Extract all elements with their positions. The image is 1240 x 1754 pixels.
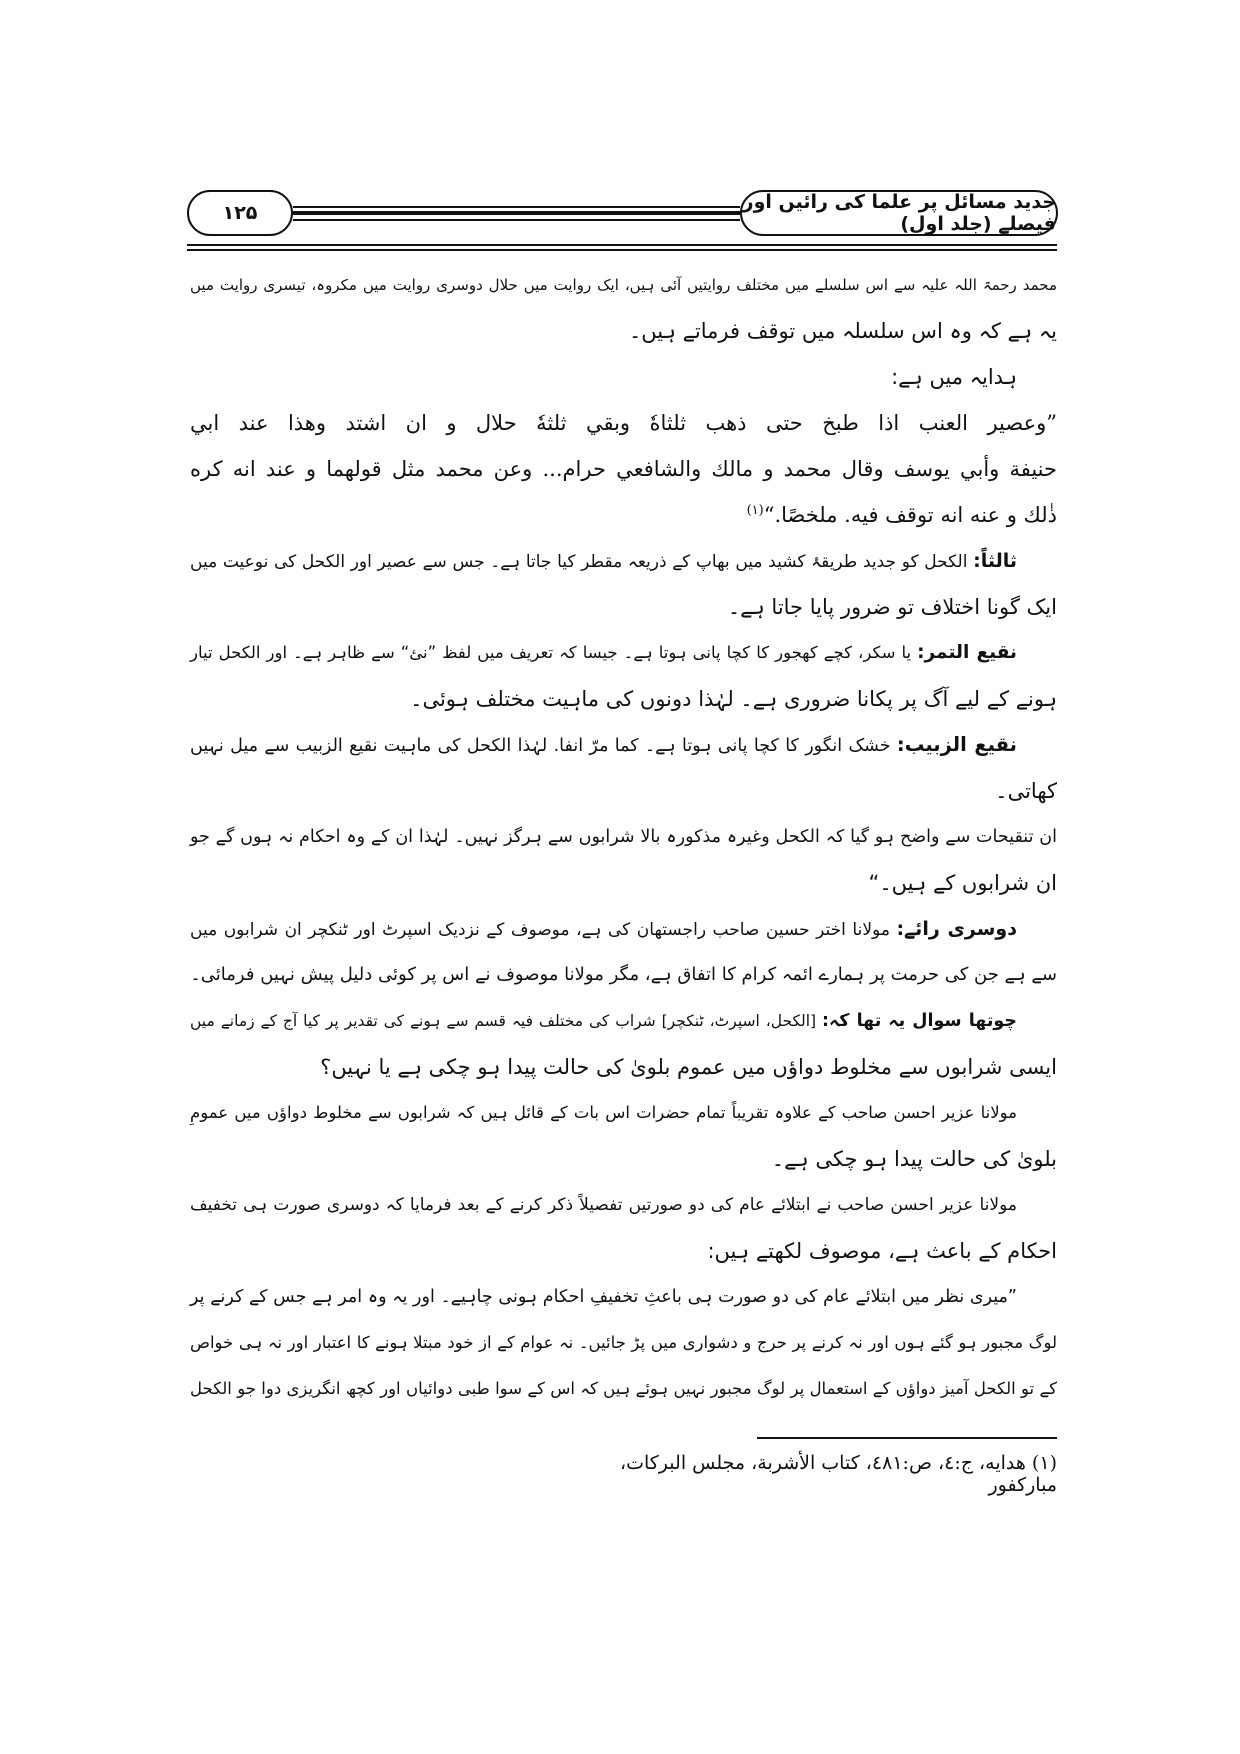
line-text: ان شرابوں کے ہیں۔“	[868, 871, 1057, 895]
text-line	[190, 676, 1057, 722]
line-text: کے تو الکحل آمیز دواؤں کے استعمال پر لوگ مجبور نہیں ہوئے ہیں کہ اس کے سوا طبی دوائیاں اور کچھ انگریزی دوا جو الکحل	[190, 1379, 1057, 1398]
line-text: ذٰلك و عنه انه توقف فيه. ملخصًا.“	[763, 503, 1057, 527]
section-heading: نقيع الزبيب:	[896, 733, 1017, 756]
book-title: جدید مسائل پر علما کی رائیں اور فیصلے (جلد اول)	[742, 191, 1056, 235]
text-line	[190, 262, 1057, 308]
text-line	[190, 1366, 1057, 1412]
line-text: ایک گونا اختلاف تو ضرور پایا جاتا ہے۔	[727, 595, 1057, 619]
section-heading: چوتھا سوال یہ تھا کہ:	[822, 1011, 1017, 1031]
page-number-badge	[187, 190, 293, 236]
footnote-separator	[757, 1437, 1057, 1439]
header-double-rule-1	[187, 244, 1057, 246]
text-line	[190, 952, 1057, 998]
text-line	[190, 354, 1057, 400]
footnote-reference: (۱)	[746, 503, 764, 518]
text-line	[190, 492, 1057, 538]
text-line	[190, 860, 1057, 906]
line-text: یا سکر، کچے کھجور کا کچا پانی ہوتا ہے۔ جیسا کہ تعریف میں لفظ ”نئ“ سے ظاہر ہے۔ اور الکحل تیار	[190, 643, 912, 662]
header-triple-rule-bottom	[293, 219, 740, 221]
text-line	[190, 768, 1057, 814]
text-line	[190, 906, 1057, 952]
section-heading: نقيع التمر:	[917, 642, 1017, 663]
text-line	[190, 1228, 1057, 1274]
line-text: مولانا عزیر احسن صاحب نے ابتلائے عام کی دو صورتیں تفصیلاً ذکر کرنے کے بعد فرمایا کہ دوسری صورت ہی تخفیف	[190, 1195, 1017, 1215]
text-line	[190, 1320, 1057, 1366]
line-text: ”وعصير العنب اذا طبخ حتى ذهب ثلثاهٗ وبقي ثلثهٗ حلال و ان اشتد وهذا عند ابي	[190, 411, 1057, 435]
line-text: ان تنقیحات سے واضح ہو گیا کہ الکحل وغیرہ مذکورہ بالا شرابوں سے ہرگز نہیں۔ لہٰذا ان کے وہ احکام نہ ہوں گے جو	[190, 827, 1057, 847]
line-text: احکام کے باعث ہے، موصوف لکھتے ہیں:	[707, 1239, 1057, 1263]
line-text: خشک انگور کا کچا پانی ہوتا ہے۔ کما مرّ انفا. لہٰذا الکحل کی ماہیت نقیع الزبیب سے میل نہیں	[190, 736, 891, 756]
text-line	[190, 814, 1057, 860]
text-line	[190, 630, 1057, 676]
line-text: ایسی شرابوں سے مخلوط دواؤں میں عموم بلویٰ کی حالت پیدا ہو چکی ہے یا نہیں؟	[320, 1055, 1057, 1079]
text-line	[190, 584, 1057, 630]
line-text: ہونے کے لیے آگ پر پکانا ضروری ہے۔ لہٰذا دونوں کی ماہیت مختلف ہوئی۔	[410, 687, 1057, 711]
text-line	[190, 722, 1057, 768]
text-line	[190, 1136, 1057, 1182]
line-text: [الکحل، اسپرٹ، ٹنکچر] شراب کی مختلف فیہ قسم سے ہونے کی تقدیر پر کیا آج کے زمانے میں	[190, 1012, 817, 1030]
text-line	[190, 1044, 1057, 1090]
text-line	[190, 998, 1057, 1044]
line-text: مولانا عزیر احسن صاحب کے علاوہ تقریباً تمام حضرات اس بات کے قائل ہیں کہ شرابوں سے مخلوط دواؤں میں عمومِ	[190, 1103, 1017, 1122]
line-text: مولانا اختر حسین صاحب راجستھان کی ہے، موصوف کے نزدیک اسپرٹ اور ٹنکچر ان شرابوں میں	[190, 920, 890, 940]
footnote: (۱) هدايه، ج:٤، ص:٤٨١، كتاب الأشربة، مجلس البركات، مباركفور	[619, 1452, 1057, 1496]
section-heading: دوسری رائے:	[896, 918, 1017, 940]
line-text: کھاتی۔	[995, 779, 1057, 803]
line-text: یہ ہے کہ وہ اس سلسلہ میں توقف فرماتے ہیں۔	[629, 319, 1057, 343]
section-heading: ثالثاً:	[973, 550, 1018, 572]
line-text: ”میری نظر میں ابتلائے عام کی دو صورت ہی باعثِ تخفیفِ احکام ہونی چاہیے۔ اور یہ وہ امر ہے جس کے کرنے پر	[190, 1287, 1017, 1307]
line-text: لوگ مجبور ہو گئے ہوں اور نہ کرنے پر حرج و دشواری میں پڑ جائیں۔ نہ عوام کے از خود مبتلا ہونے کا اعتبار اور نہ ہی خواص	[190, 1333, 1057, 1352]
line-text: ہدایہ میں ہے:	[891, 365, 1017, 389]
line-text: حنيفة وأبي يوسف وقال محمد و مالك والشافعي حرام... وعن محمد مثل قولهما و عند انه كره	[190, 457, 1057, 481]
header-triple-rule-mid	[293, 211, 740, 215]
line-text: سے ہے جن کی حرمت پر ہمارے ائمہ کرام کا اتفاق ہے، مگر مولانا موصوف نے اس پر کوئی دلیل پیش نہیں فرمائی۔	[190, 964, 1057, 985]
line-text: بلویٰ کی حالت پیدا ہو چکی ہے۔	[771, 1147, 1057, 1171]
header-triple-rule-top	[293, 206, 740, 208]
line-text: محمد رحمۃ اللہ علیہ سے اس سلسلے میں مختلف روایتیں آئی ہیں، ایک روایت میں حلال دوسری روایت میں مکروہ، تیسری روایت میں	[190, 276, 1057, 294]
text-line	[190, 1274, 1057, 1320]
body-text	[190, 262, 1057, 1412]
text-line	[190, 400, 1057, 446]
text-line	[190, 538, 1057, 584]
running-header-title	[740, 190, 1058, 236]
page-number: ۱۲۵	[222, 202, 258, 224]
text-line	[190, 1090, 1057, 1136]
text-line	[190, 308, 1057, 354]
text-line	[190, 446, 1057, 492]
line-text: الکحل کو جدید طریقۂ کشید میں بھاپ کے ذریعہ مقطر کیا جاتا ہے۔ جس سے عصیر اور الکحل کی نوعیت میں	[190, 552, 968, 572]
text-line	[190, 1182, 1057, 1228]
header-double-rule-2	[187, 249, 1057, 251]
